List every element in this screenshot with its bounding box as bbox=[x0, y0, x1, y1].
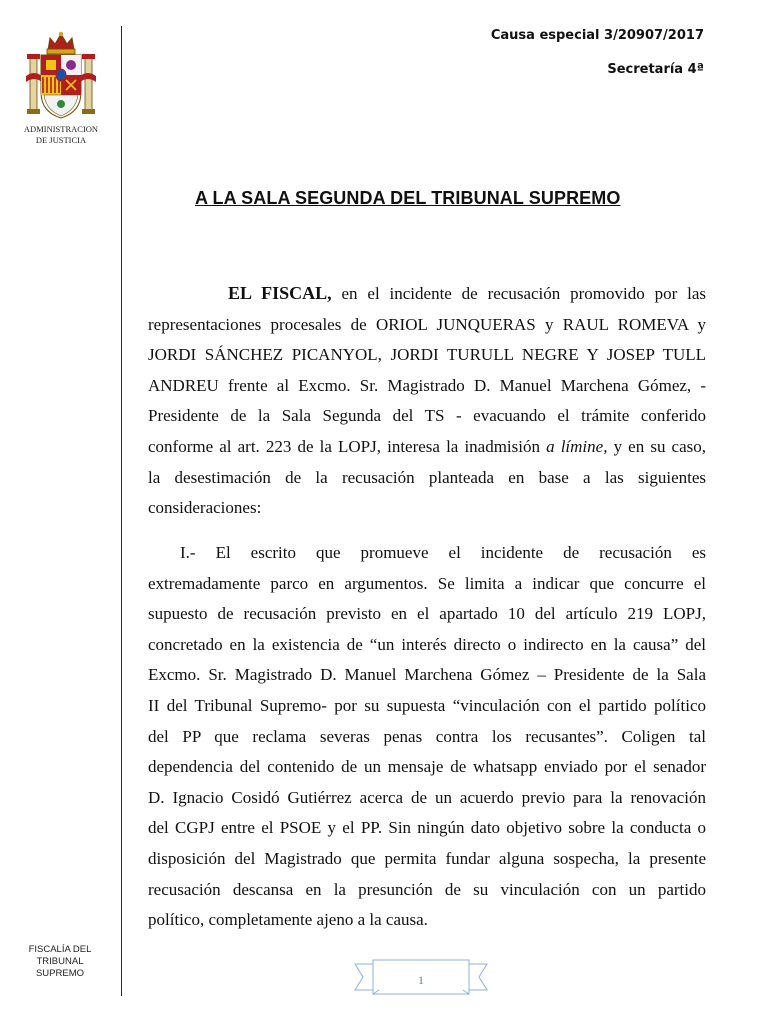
fiscal-label: EL FISCAL, bbox=[228, 283, 332, 303]
paragraph-first-point bbox=[148, 538, 706, 936]
intro-line-7: la desestimación de la recusación planteada en base a las siguientes bbox=[148, 467, 706, 487]
point-line: político, completamente ajeno a la causa. bbox=[148, 910, 428, 930]
intro-line-5: Presidente de la Sala Segunda del TS - evacuando el trámite conferido bbox=[148, 406, 706, 426]
intro-line-8: consideraciones: bbox=[148, 498, 262, 518]
point-line: supuesto de recusación previsto en el apartado 10 del artículo 219 LOPJ, bbox=[148, 604, 706, 624]
intro-line-1 bbox=[148, 278, 706, 310]
footer-line-3: SUPREMO bbox=[35, 968, 85, 979]
point-line: recusación descansa en la presunción de su vinculación con un partido bbox=[148, 879, 706, 899]
admin-line-2: DE JUSTICIA bbox=[35, 135, 87, 145]
fiscalia-footer-label bbox=[18, 944, 102, 980]
footer-line-2: TRIBUNAL bbox=[36, 956, 84, 967]
point-line: extremadamente parco en argumentos. Se limita a indicar que concurre el bbox=[148, 573, 706, 593]
footer-line-1: FISCALÍA DEL bbox=[28, 944, 92, 955]
intro-line-1-text: en el incidente de recusación promovido por las bbox=[341, 284, 706, 303]
document-title: A LA SALA SEGUNDA DEL TRIBUNAL SUPREMO bbox=[195, 188, 621, 208]
intro-line-4: ANDREU frente al Excmo. Sr. Magistrado D. Manuel Marchena Gómez, - bbox=[148, 375, 706, 395]
margin-rule bbox=[121, 26, 122, 996]
a-limine-italic: a límine, bbox=[546, 436, 608, 456]
intro-line-6 bbox=[148, 432, 706, 463]
point-line: concretado en la existencia de “un interés directo o indirecto en la causa” del bbox=[148, 634, 706, 654]
administration-label bbox=[20, 124, 102, 146]
point-line: disposición del Magistrado que permita fundar alguna sospecha, la presente bbox=[148, 848, 706, 868]
intro-line-6b: y en su caso, bbox=[613, 436, 707, 456]
point-line: D. Ignacio Cosidó Gutiérrez acerca de un acuerdo previo para la renovación bbox=[148, 787, 706, 807]
case-reference: Causa especial 3/20907/2017 bbox=[490, 28, 704, 43]
page-number: 1 bbox=[418, 973, 424, 987]
intro-line-3: JORDI SÁNCHEZ PICANYOL, JORDI TURULL NEGRE Y JOSEP TULL bbox=[148, 345, 706, 365]
point-line: dependencia del contenido de un mensaje de whatsapp enviado por el senador bbox=[148, 757, 706, 777]
intro-line-2: representaciones procesales de ORIOL JUNQUERAS y RAUL ROMEVA y bbox=[148, 314, 706, 334]
point-line: I.- El escrito que promueve el incidente de recusación es bbox=[180, 543, 706, 562]
secretariat-label: Secretaría 4ª bbox=[607, 62, 704, 77]
paragraph-intro bbox=[148, 278, 706, 524]
point-line: Excmo. Sr. Magistrado D. Manuel Marchena Gómez – Presidente de la Sala bbox=[148, 665, 706, 685]
point-line: II del Tribunal Supremo- por su supuesta “vinculación con el partido político bbox=[148, 695, 706, 715]
intro-line-6a: conforme al art. 223 de la LOPJ, interesa la inadmisión bbox=[148, 436, 540, 456]
admin-line-1: ADMINISTRACION bbox=[23, 124, 99, 134]
coat-of-arms-icon bbox=[24, 30, 98, 125]
point-line: del CGPJ entre el PSOE y el PP. Sin ningún dato objetivo sobre la conducta o bbox=[148, 818, 706, 838]
point-line: del PP que reclama severas penas contra los recusantes”. Coligen tal bbox=[148, 726, 706, 746]
